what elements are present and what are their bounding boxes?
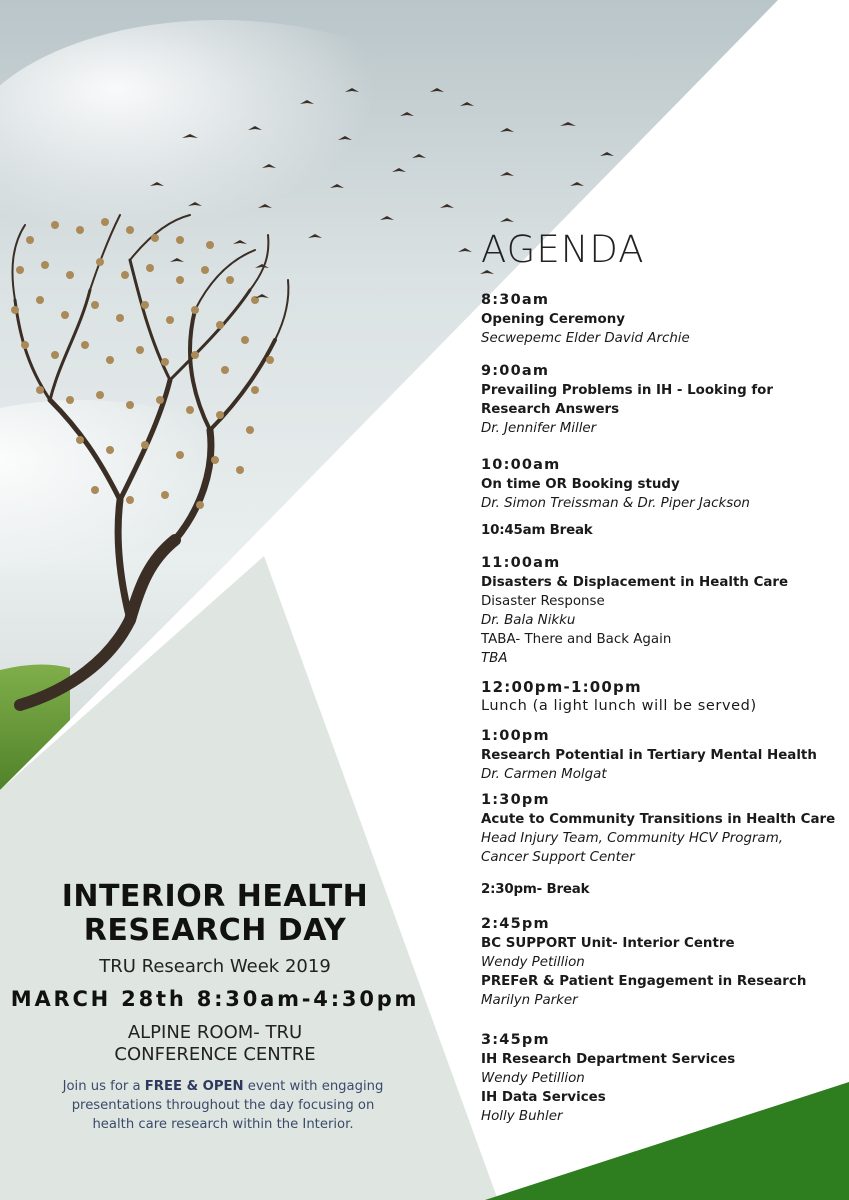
agenda-speaker: Dr. Bala Nikku (481, 613, 576, 628)
event-invite (58, 1077, 388, 1134)
agenda-speaker: TBA (481, 651, 508, 666)
agenda-time: 1:00pm (481, 728, 550, 744)
agenda-title: On time OR Booking study (481, 477, 680, 492)
event-title-line: INTERIOR HEALTH (61, 879, 369, 914)
agenda-time: 8:30am (481, 292, 550, 308)
agenda-title: IH Data Services (481, 1090, 606, 1105)
agenda-title: Opening Ceremony (481, 312, 625, 327)
agenda-item-0830 (481, 290, 841, 348)
agenda-item-0245 (481, 914, 841, 1010)
agenda-break-1045 (481, 521, 841, 540)
agenda-speaker: Dr. Jennifer Miller (481, 421, 597, 436)
agenda-speaker: Marilyn Parker (481, 993, 578, 1008)
agenda-break-0230 (481, 880, 841, 899)
agenda-subtopic: Disaster Response (481, 594, 605, 609)
agenda-heading: AGENDA (481, 228, 645, 271)
agenda-title: Disasters & Displacement in Health Care (481, 575, 789, 590)
agenda-time: 3:45pm (481, 1032, 550, 1048)
agenda-time: 11:00am (481, 555, 561, 571)
event-venue (0, 1022, 430, 1066)
agenda-time: 12:00pm-1:00pm (481, 678, 642, 696)
agenda-time: 2:45pm (481, 916, 550, 932)
agenda-time: 1:30pm (481, 792, 550, 808)
agenda-item-1000 (481, 455, 841, 513)
agenda-item-0900 (481, 361, 841, 438)
agenda-title: PREFeR & Patient Engagement in Research (481, 974, 807, 989)
agenda-item-0345 (481, 1030, 841, 1126)
agenda-speaker: Head Injury Team, Community HCV Program, (481, 831, 784, 846)
agenda-subtopic: TABA- There and Back Again (481, 632, 672, 647)
event-subtitle: TRU Research Week 2019 (99, 956, 331, 977)
break-label: 10:45am Break (481, 523, 593, 538)
agenda-title: Prevailing Problems in IH - Looking for (481, 383, 773, 398)
agenda-title: Research Potential in Tertiary Mental Health (481, 748, 817, 763)
agenda-speaker: Wendy Petillion (481, 1071, 585, 1086)
event-title-line: RESEARCH DAY (83, 913, 347, 948)
agenda-time: 9:00am (481, 363, 550, 379)
agenda-speaker: Holly Buhler (481, 1109, 563, 1124)
agenda-time: 10:00am (481, 457, 561, 473)
agenda-title: Research Answers (481, 402, 620, 417)
agenda-title: IH Research Department Services (481, 1052, 736, 1067)
agenda-title: Acute to Community Transitions in Health Care (481, 812, 836, 827)
lunch-note: Lunch (a light lunch will be served) (481, 698, 757, 714)
agenda-speaker: Wendy Petillion (481, 955, 585, 970)
invite-highlight: FREE & OPEN (144, 1079, 244, 1094)
agenda-title: BC SUPPORT Unit- Interior Centre (481, 936, 735, 951)
break-label: 2:30pm- Break (481, 882, 590, 897)
agenda-item-1100 (481, 553, 841, 668)
invite-text: event with engaging presentations throughout the day focusing on health care research within the Interior. (71, 1079, 384, 1132)
event-title (0, 880, 430, 948)
agenda-item-0100 (481, 726, 841, 784)
agenda-item-lunch (481, 677, 841, 716)
agenda-speaker: Cancer Support Center (481, 850, 635, 865)
venue-line: CONFERENCE CENTRE (114, 1044, 316, 1065)
venue-line: ALPINE ROOM- TRU (127, 1022, 303, 1043)
invite-text: Join us for a (62, 1079, 145, 1094)
agenda-item-0130 (481, 790, 841, 867)
event-date: MARCH 28th 8:30am-4:30pm (10, 987, 420, 1011)
agenda-speaker: Dr. Carmen Molgat (481, 767, 607, 782)
agenda-speaker: Secwepemc Elder David Archie (481, 331, 690, 346)
agenda-speaker: Dr. Simon Treissman & Dr. Piper Jackson (481, 496, 750, 511)
